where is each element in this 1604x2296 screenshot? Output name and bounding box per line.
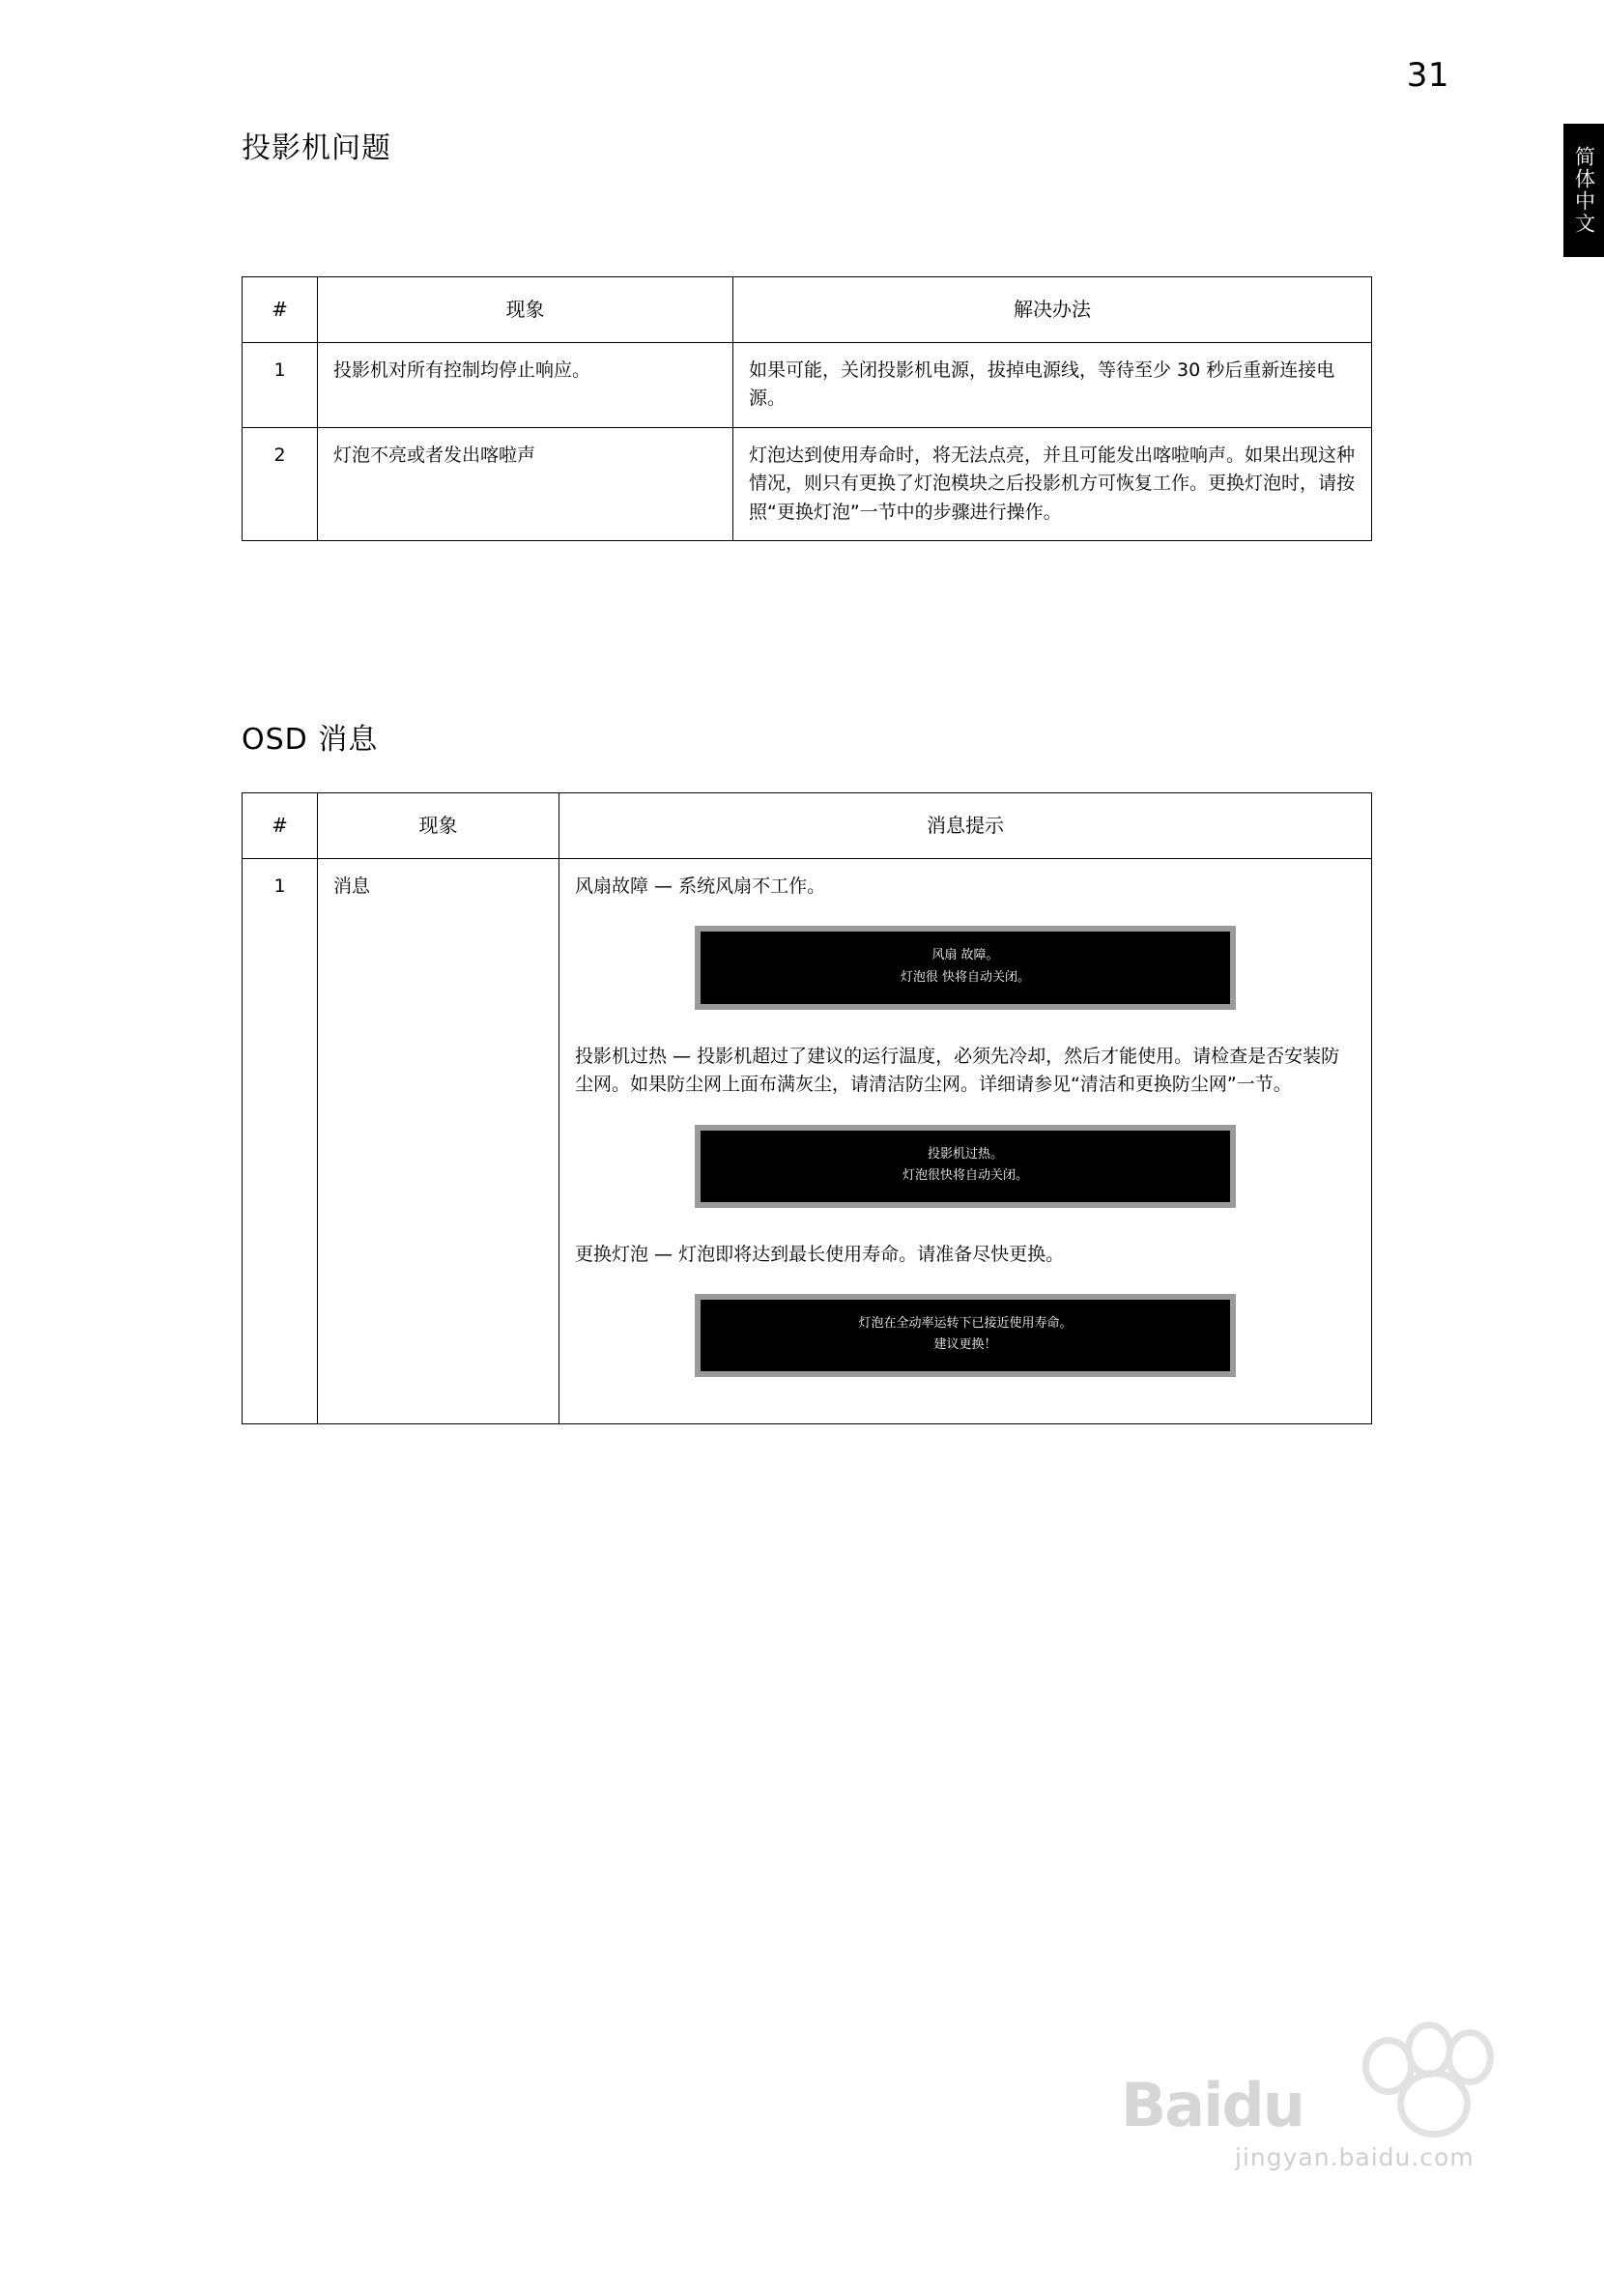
osd-line-1: 风扇 故障。: [931, 948, 999, 963]
column-header-number: #: [243, 277, 318, 343]
row-symptom: 消息: [318, 859, 559, 1424]
watermark-url: jingyan.baidu.com: [1235, 2143, 1475, 2171]
message-text-fan-failure: 风扇故障 — 系统风扇不工作。: [575, 875, 826, 897]
row-symptom: 灯泡不亮或者发出喀啦声: [318, 427, 733, 540]
osd-screenshot-replace-lamp: [695, 1294, 1236, 1377]
row-messages: [559, 859, 1372, 1424]
osd-screenshot-overheat: [695, 1125, 1236, 1208]
section-title-osd-messages: OSD 消息: [242, 723, 379, 757]
row-number: 2: [243, 427, 318, 540]
osd-screenshot-inner: [701, 1300, 1230, 1371]
row-symptom: 投影机对所有控制均停止响应。: [318, 343, 733, 428]
osd-screenshot-inner: [701, 1131, 1230, 1202]
column-header-symptom: 现象: [318, 277, 733, 343]
column-header-message: 消息提示: [559, 793, 1372, 859]
section-title-projector-problems: 投影机问题: [242, 131, 391, 165]
osd-line-1: 灯泡在全动率运转下已接近使用寿命。: [858, 1316, 1073, 1332]
osd-line-2: 灯泡很快将自动关闭。: [902, 1167, 1028, 1183]
table-header-row: [243, 277, 1372, 343]
osd-screenshot-fan-failure: [695, 926, 1236, 1009]
table-row: [243, 859, 1372, 1424]
osd-screenshot-inner: [701, 932, 1230, 1003]
language-side-tab-label: 简体中文: [1572, 146, 1596, 235]
language-side-tab: [1563, 124, 1604, 257]
row-solution: 如果可能，关闭投影机电源，拔掉电源线，等待至少 30 秒后重新连接电源。: [733, 343, 1372, 428]
projector-problems-table: [242, 276, 1372, 541]
row-number: 1: [243, 343, 318, 428]
watermark-brand: Baidu: [1121, 2070, 1303, 2140]
table-row: [243, 427, 1372, 540]
page-number: 31: [1406, 56, 1449, 95]
osd-line-2: 建议更换！: [933, 1337, 997, 1353]
message-text-overheat: 投影机过热 — 投影机超过了建议的运行温度，必须先冷却，然后才能使用。请检查是否安装防尘网。如果防尘网上面布满灰尘，请清洁防尘网。详细请参见“清洁和更换防尘网”一节。: [575, 1045, 1340, 1096]
row-solution: 灯泡达到使用寿命时，将无法点亮，并且可能发出喀啦响声。如果出现这种情况，则只有更换了灯泡模块之后投影机方可恢复工作。更换灯泡时，请按照“更换灯泡”一节中的步骤进行操作。: [733, 427, 1372, 540]
osd-line-2: 灯泡很 快将自动关闭。: [900, 969, 1031, 985]
osd-messages-table: [242, 792, 1372, 1424]
table-header-row: [243, 793, 1372, 859]
column-header-symptom: 现象: [318, 793, 559, 859]
paw-print-icon: [1351, 2020, 1505, 2136]
column-header-solution: 解决办法: [733, 277, 1372, 343]
table-row: [243, 343, 1372, 428]
row-number: 1: [243, 859, 318, 1424]
osd-line-1: 投影机过热。: [927, 1146, 1003, 1162]
watermark: [1111, 2020, 1517, 2213]
message-text-replace-lamp: 更换灯泡 — 灯泡即将达到最长使用寿命。请准备尽快更换。: [575, 1243, 1065, 1265]
column-header-number: #: [243, 793, 318, 859]
